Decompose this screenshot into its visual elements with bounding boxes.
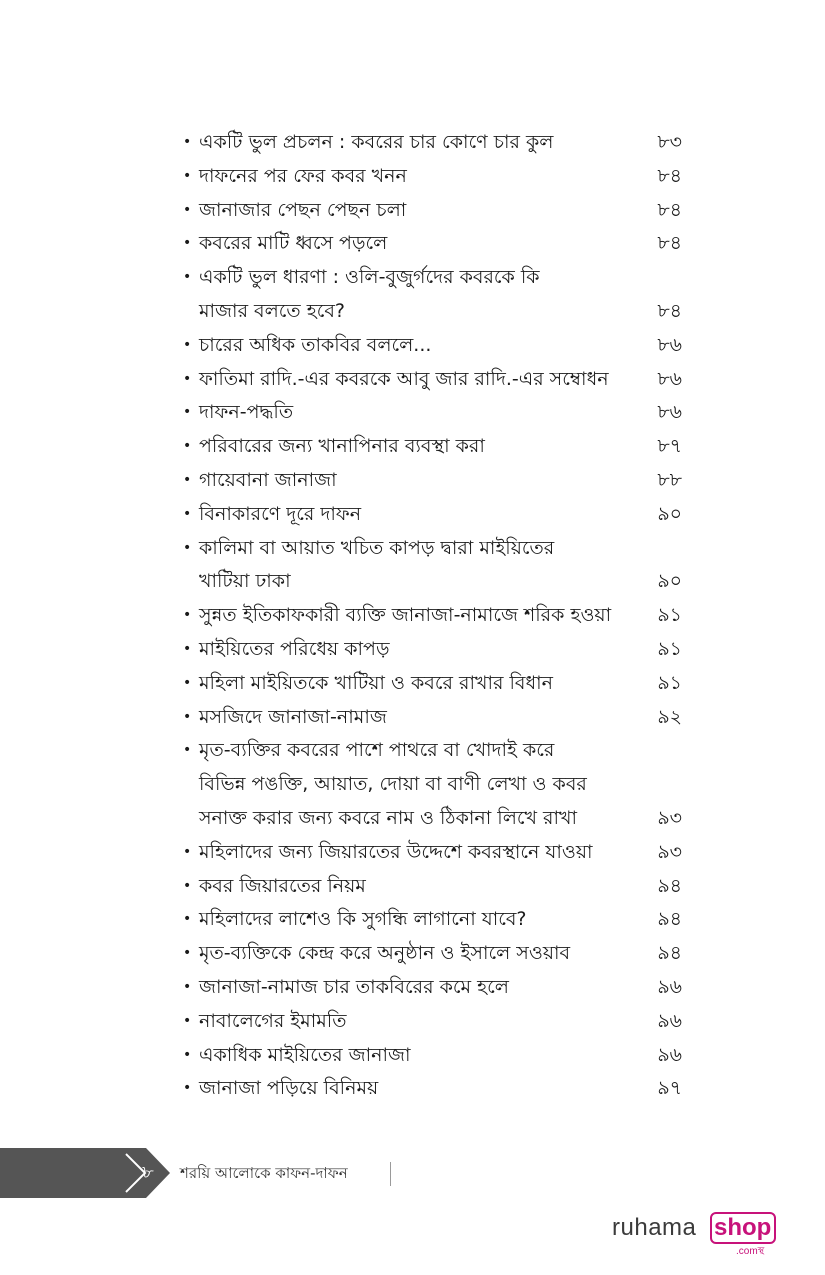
toc-entry-page: ৮৬ (657, 367, 682, 390)
toc-entry-line (183, 667, 688, 701)
toc-entry-title: ফাতিমা রাদি.-এর কবরকে আবু জার রাদি.-এর সম্বোধন (199, 367, 609, 390)
toc-entry-line (183, 1039, 688, 1073)
toc-entry (183, 532, 688, 600)
toc-entry-line (183, 194, 688, 228)
bullet-icon: • (183, 336, 192, 353)
toc-entry-title: মহিলাদের লাশেও কি সুগন্ধি লাগানো যাবে? (199, 908, 527, 931)
bullet-icon: • (183, 438, 192, 455)
toc-entry-title: সুন্নত ইতিকাফকারী ব্যক্তি জানাজা-নামাজে শরিক হওয়া (199, 604, 612, 627)
toc-entry (183, 194, 688, 228)
toc-entry-line (183, 903, 688, 937)
bullet-icon: • (183, 742, 192, 759)
toc-entry-line (183, 701, 688, 735)
toc-entry-title: মাইয়িতের পরিধেয় কাপড় (199, 637, 390, 660)
toc-entry-page: ৯০ (657, 570, 682, 593)
toc-entry-title: জানাজা-নামাজ চার তাকবিরের কমে হলে (199, 975, 509, 998)
brand-suffix: .comস্থ (736, 1246, 765, 1257)
toc-entry-page: ৯৬ (657, 975, 682, 998)
footer-book-title: শরয়ি আলোকে কাফন-দাফন (180, 1164, 348, 1182)
footer-divider (390, 1162, 391, 1186)
toc-entry-line (183, 870, 688, 904)
bullet-icon: • (183, 505, 192, 522)
bullet-icon: • (183, 1012, 192, 1029)
toc-entry (183, 464, 688, 498)
toc-entry-page: ৯১ (657, 604, 682, 627)
toc-entry-title: চারের অধিক তাকবির বললে... (199, 333, 432, 356)
toc-entry-page: ৯৪ (657, 942, 682, 965)
bullet-icon: • (183, 911, 192, 928)
toc-entry-page: ৯৩ (657, 806, 682, 829)
toc-entry (183, 971, 688, 1005)
toc-entry-title: খাটিয়া ঢাকা (199, 570, 291, 593)
toc-entry (183, 430, 688, 464)
bullet-icon: • (183, 471, 192, 488)
toc-entry-title: গায়েবানা জানাজা (199, 468, 337, 491)
toc-entry-line (183, 160, 688, 194)
toc-entry-title: মসজিদে জানাজা-নামাজ (199, 705, 387, 728)
toc-entry-page: ৮৮ (657, 468, 682, 491)
toc-entry-title: কবর জিয়ারতের নিয়ম (199, 874, 366, 897)
toc-entry-title: মহিলা মাইয়িতকে খাটিয়া ও কবরে রাখার বিধান (199, 671, 553, 694)
toc-entry-line (183, 802, 688, 836)
table-of-contents (183, 126, 688, 1106)
toc-entry-page: ৯৪ (657, 874, 682, 897)
toc-entry (183, 498, 688, 532)
toc-entry-title: জানাজা পড়িয়ে বিনিময় (199, 1077, 379, 1100)
toc-entry-page: ৯৬ (657, 1009, 682, 1032)
toc-entry-page: ৮৪ (657, 198, 682, 221)
bullet-icon: • (183, 607, 192, 624)
toc-entry-line (183, 633, 688, 667)
toc-entry-title: কবরের মাটি ধ্বসে পড়লে (199, 232, 388, 255)
toc-entry-title: সনাক্ত করার জন্য কবরে নাম ও ঠিকানা লিখে রাখা (199, 806, 577, 829)
toc-entry-line (183, 532, 688, 566)
bullet-icon: • (183, 167, 192, 184)
toc-entry (183, 836, 688, 870)
toc-entry (183, 633, 688, 667)
toc-entry-line (183, 464, 688, 498)
toc-entry-line (183, 498, 688, 532)
toc-entry-line (183, 937, 688, 971)
toc-entry (183, 599, 688, 633)
toc-entry (183, 734, 688, 835)
toc-entry-line (183, 565, 688, 599)
bullet-icon: • (183, 539, 192, 556)
toc-entry-title: পরিবারের জন্য খানাপিনার ব্যবস্থা করা (199, 435, 485, 458)
toc-entry-page: ৯০ (657, 502, 682, 525)
toc-entry-line (183, 836, 688, 870)
toc-entry-line (183, 430, 688, 464)
toc-entry-line (183, 971, 688, 1005)
footer-page-number: ৮ (142, 1162, 154, 1183)
bullet-icon: • (183, 674, 192, 691)
toc-entry-title: বিনাকারণে দূরে দাফন (199, 502, 362, 525)
toc-entry-page: ৯২ (657, 705, 682, 728)
bullet-icon: • (183, 134, 192, 150)
toc-entry (183, 126, 688, 160)
toc-entry-title: মাজার বলতে হবে? (199, 299, 345, 322)
toc-entry-page: ৮৬ (657, 401, 682, 424)
toc-entry (183, 227, 688, 261)
bullet-icon: • (183, 1046, 192, 1063)
toc-entry-title: কালিমা বা আয়াত খচিত কাপড় দ্বারা মাইয়িতের (199, 536, 555, 559)
toc-entry-line (183, 396, 688, 430)
toc-entry (183, 1072, 688, 1106)
toc-entry (183, 1005, 688, 1039)
toc-entry-page: ৯৬ (657, 1043, 682, 1066)
toc-entry (183, 261, 688, 329)
toc-entry-line (183, 227, 688, 261)
bullet-icon: • (183, 404, 192, 421)
toc-entry-line (183, 329, 688, 363)
bullet-icon: • (183, 370, 192, 387)
toc-entry (183, 870, 688, 904)
toc-entry-line (183, 126, 688, 160)
bullet-icon: • (183, 843, 192, 860)
toc-entry-title: বিভিন্ন পঙক্তি, আয়াত, দোয়া বা বাণী লেখা ও কবর (199, 773, 587, 796)
toc-entry-page: ৮৪ (657, 164, 682, 187)
toc-entry-page: ৮৭ (657, 435, 682, 458)
toc-entry-page: ৮৪ (657, 299, 682, 322)
toc-entry-title: মৃত-ব্যক্তির কবরের পাশে পাথরে বা খোদাই করে (199, 739, 555, 762)
bullet-icon: • (183, 877, 192, 894)
toc-entry (183, 701, 688, 735)
toc-entry (183, 937, 688, 971)
toc-entry-line (183, 734, 688, 768)
bullet-icon: • (183, 1080, 192, 1097)
toc-entry-page: ৮৩ (657, 131, 682, 153)
toc-entry-page: ৯১ (657, 637, 682, 660)
toc-entry-page: ৮৬ (657, 333, 682, 356)
toc-entry-line (183, 363, 688, 397)
toc-entry (183, 396, 688, 430)
bullet-icon: • (183, 640, 192, 657)
toc-entry-title: মহিলাদের জন্য জিয়ারতের উদ্দেশে কবরস্থানে যাওয়া (199, 840, 593, 863)
toc-entry-line (183, 1072, 688, 1106)
toc-entry-title: নাবালেগের ইমামতি (199, 1009, 347, 1032)
toc-entry-line (183, 261, 688, 295)
toc-entry-line (183, 599, 688, 633)
brand-name-right: shop (714, 1214, 772, 1241)
toc-entry-page: ৮৪ (657, 232, 682, 255)
toc-entry-page: ৯৭ (657, 1077, 682, 1100)
toc-entry (183, 1039, 688, 1073)
toc-entry-page: ৯৪ (657, 908, 682, 931)
bullet-icon: • (183, 945, 192, 962)
toc-entry (183, 160, 688, 194)
toc-entry-page: ৯১ (657, 671, 682, 694)
toc-entry-title: একটি ভুল ধারণা : ওলি-বুজুর্গদের কবরকে কি (199, 266, 540, 289)
bullet-icon: • (183, 201, 192, 218)
toc-entry-title: একটি ভুল প্রচলন : কবরের চার কোণে চার কুল (199, 131, 554, 153)
toc-entry-title: দাফনের পর ফের কবর খনন (199, 164, 407, 187)
bullet-icon: • (183, 269, 192, 286)
toc-entry (183, 903, 688, 937)
toc-entry-line (183, 768, 688, 802)
toc-entry (183, 667, 688, 701)
toc-entry-line (183, 1005, 688, 1039)
brand-logo (612, 1212, 787, 1257)
toc-entry-line (183, 295, 688, 329)
bullet-icon: • (183, 978, 192, 995)
toc-entry (183, 329, 688, 363)
toc-entry-page: ৯৩ (657, 840, 682, 863)
bullet-icon: • (183, 708, 192, 725)
bullet-icon: • (183, 235, 192, 252)
toc-entry-title: জানাজার পেছন পেছন চলা (199, 198, 407, 221)
toc-entry-title: দাফন-পদ্ধতি (199, 401, 294, 424)
brand-name-left: ruhama (612, 1214, 697, 1241)
toc-entry (183, 363, 688, 397)
toc-entry-title: মৃত-ব্যক্তিকে কেন্দ্র করে অনুষ্ঠান ও ইসালে সওয়াব (199, 942, 571, 965)
toc-entry-title: একাধিক মাইয়িতের জানাজা (199, 1043, 411, 1066)
